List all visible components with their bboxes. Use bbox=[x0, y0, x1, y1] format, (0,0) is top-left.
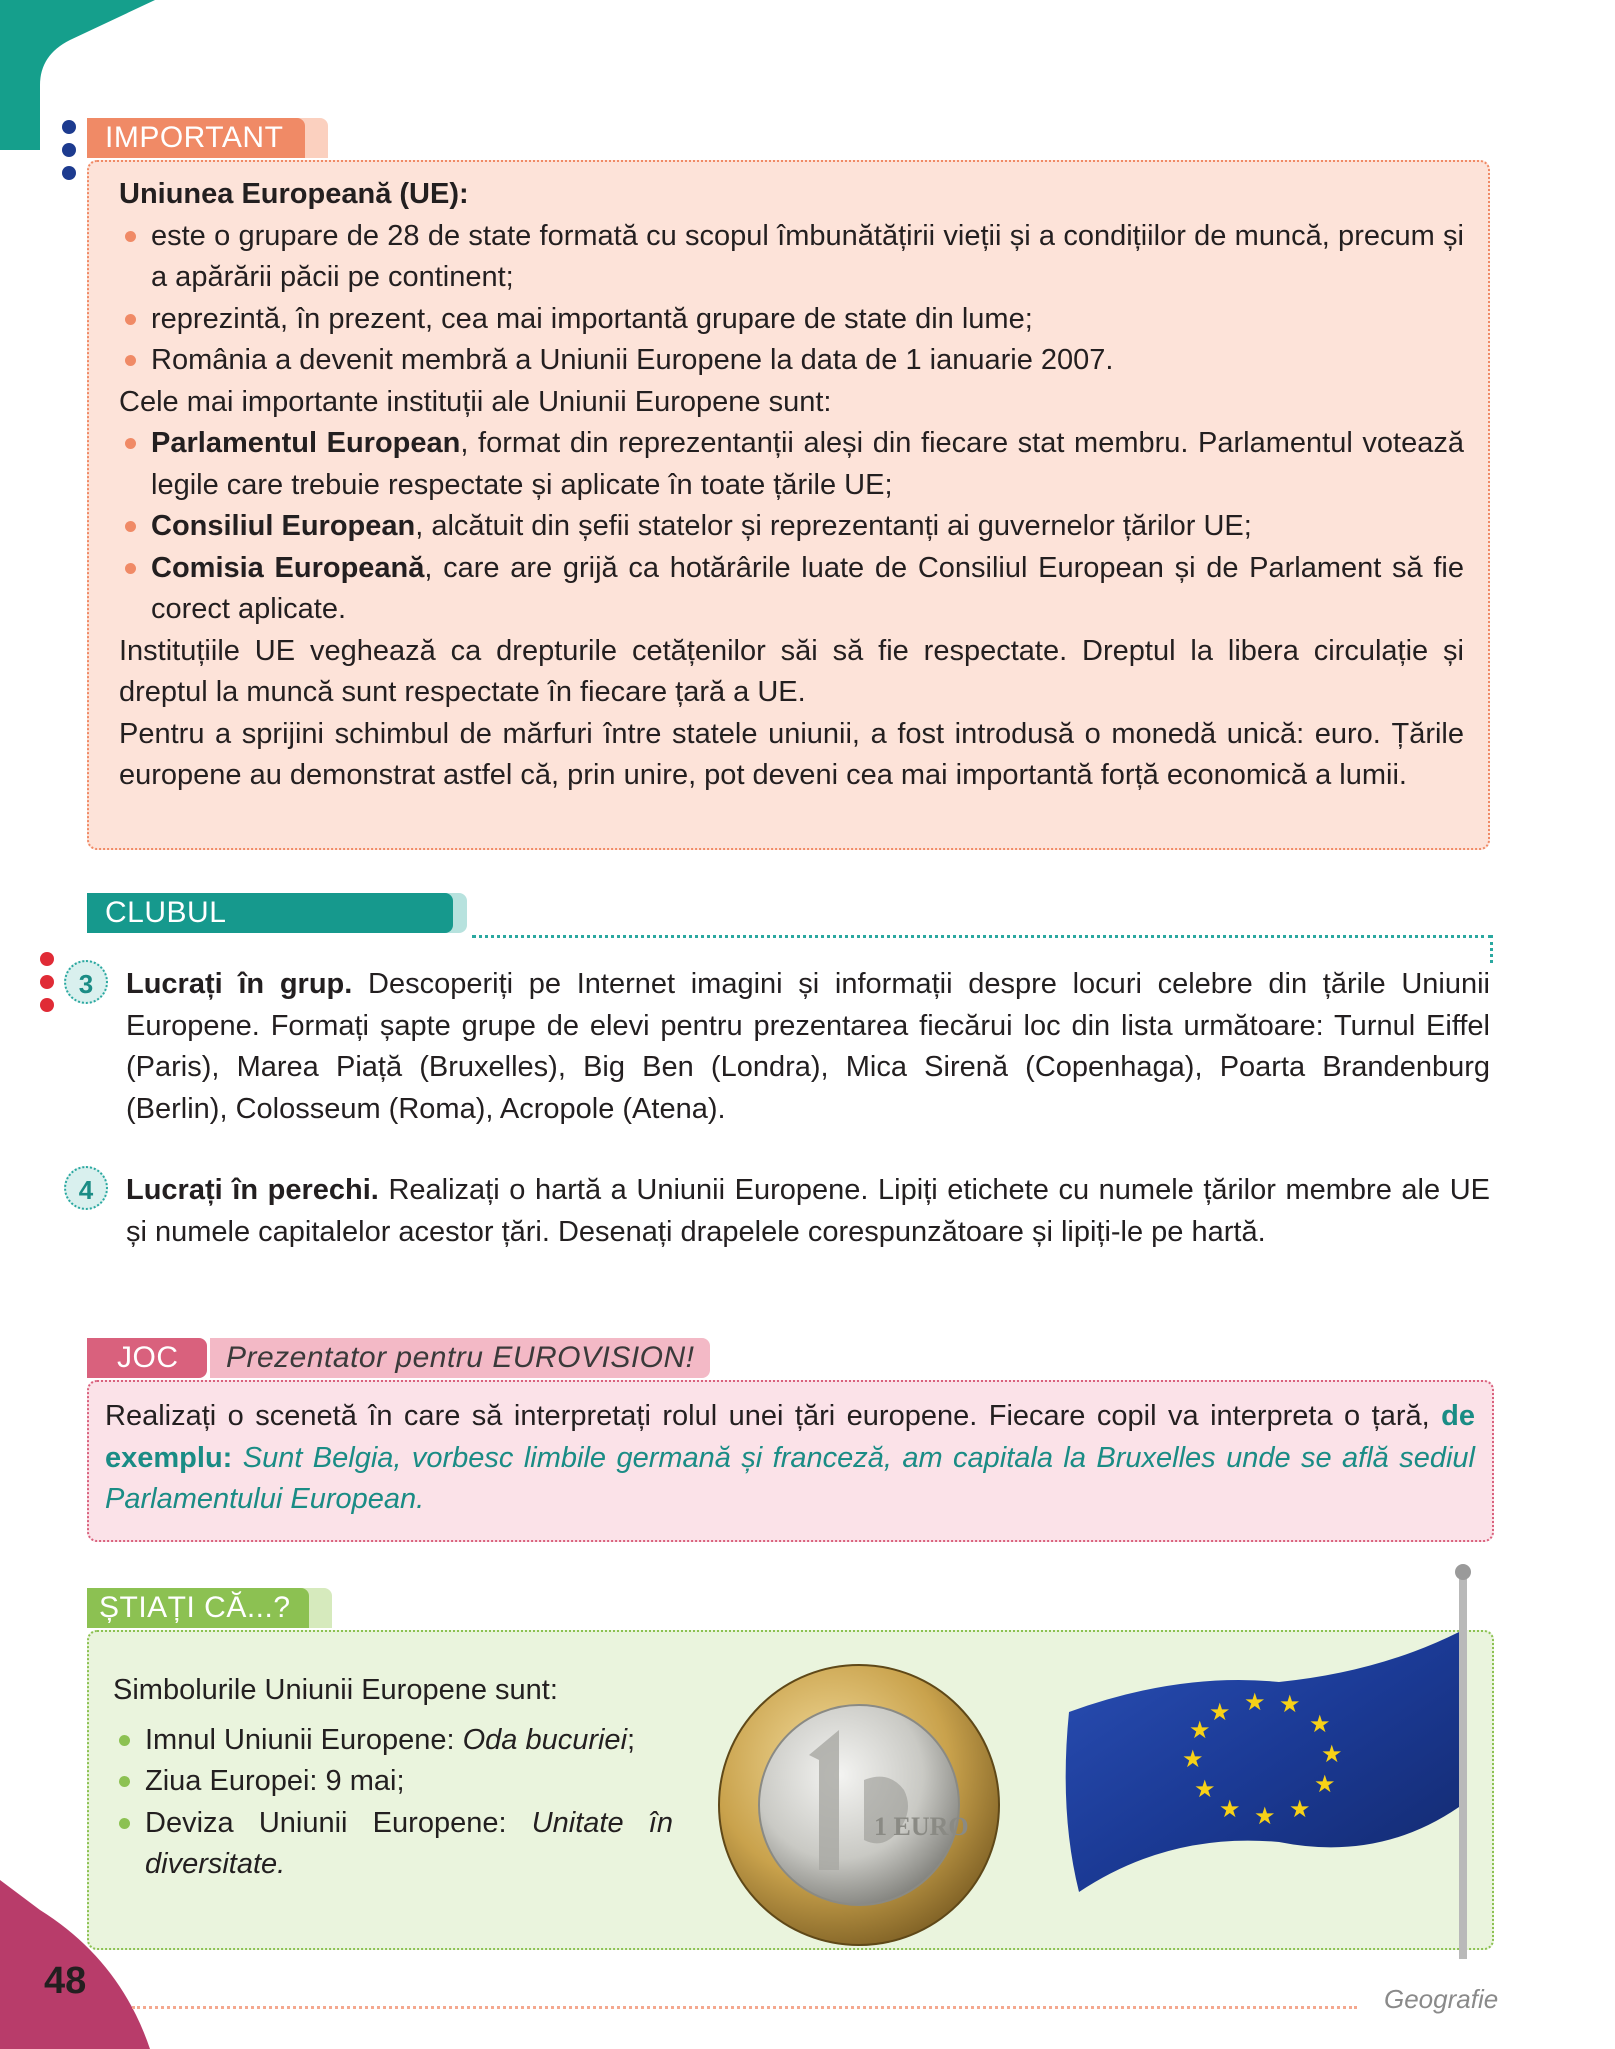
stiati-box bbox=[87, 1630, 1494, 1950]
institution-text: , alcătuit din șefii statelor și reprezentanți ai guvernelor țărilor UE; bbox=[415, 510, 1252, 542]
svg-text:★: ★ bbox=[1254, 1803, 1276, 1830]
task-text: Realizați o hartă a Uniunii Europene. Lipiți etichete cu numele țărilor membre ale UE și numele capitalelor acestor țări. Desenați drapelele corespunzătoare și lipiți-le pe hartă. bbox=[126, 1174, 1490, 1248]
important-heading: Uniunea Europeană (UE): bbox=[119, 178, 469, 210]
footer-divider bbox=[132, 2006, 1357, 2009]
svg-text:★: ★ bbox=[1309, 1711, 1331, 1738]
paragraph: Instituțiile UE veghează ca drepturile cetățenilor săi să fie respectate. Dreptul la libera circulație și dreptul la muncă sunt respectate în fiecare țară a UE. bbox=[119, 634, 1464, 708]
symbol-value: Unitate în diversitate. bbox=[145, 1806, 673, 1880]
decor-dot bbox=[62, 166, 76, 180]
decor-dot bbox=[40, 952, 54, 966]
institution-text: , care are grijă ca hotărârile luate de Consiliul European și de Parlament să fie corect aplicate. bbox=[151, 551, 1464, 625]
list-item: reprezintă, în prezent, cea mai importantă grupare de state din lume; bbox=[119, 299, 1464, 341]
task-number-badge: 3 bbox=[64, 960, 108, 1004]
symbol-label: Deviza Uniunii Europene: bbox=[145, 1806, 532, 1839]
euro-coin-image bbox=[714, 1660, 1004, 1950]
task-number-badge: 4 bbox=[64, 1166, 108, 1210]
example-text: Sunt Belgia, vorbesc limbile germană și franceză, am capitala la Bruxelles unde se află sediul Parlamentului European. bbox=[105, 1441, 1475, 1515]
list-item bbox=[119, 423, 1464, 506]
svg-text:★: ★ bbox=[1194, 1776, 1216, 1803]
svg-text:★: ★ bbox=[1209, 1699, 1231, 1726]
divider bbox=[1490, 935, 1493, 963]
list-item bbox=[113, 1761, 673, 1803]
stiati-tab: ȘTIAȚI CĂ...? bbox=[87, 1588, 309, 1628]
svg-text:★: ★ bbox=[1244, 1689, 1266, 1716]
svg-text:★: ★ bbox=[1219, 1796, 1241, 1823]
page-number: 48 bbox=[44, 1960, 87, 2002]
list-item bbox=[119, 506, 1464, 548]
task-3 bbox=[126, 964, 1490, 1130]
list-item bbox=[113, 1803, 673, 1886]
svg-text:★: ★ bbox=[1182, 1746, 1204, 1773]
symbol-value: Oda bucuriei bbox=[462, 1723, 628, 1756]
task-4 bbox=[126, 1170, 1490, 1253]
svg-text:★: ★ bbox=[1314, 1771, 1336, 1798]
task-lead: Lucrați în grup. bbox=[126, 968, 353, 1000]
symbol-label: Imnul Uniunii Europene: bbox=[145, 1723, 463, 1756]
footer-subject: Geografie bbox=[1384, 1984, 1499, 2014]
symbols-intro: Simbolurile Uniunii Europene sunt: bbox=[113, 1674, 558, 1706]
svg-text:★: ★ bbox=[1279, 1691, 1301, 1718]
eu-flag-image bbox=[1059, 1562, 1479, 1962]
important-box bbox=[87, 160, 1490, 850]
decor-dot bbox=[40, 975, 54, 989]
institutions-list bbox=[119, 423, 1464, 631]
list-item bbox=[113, 1720, 673, 1762]
svg-text:★: ★ bbox=[1289, 1796, 1311, 1823]
institution-name: Consiliul European bbox=[151, 510, 416, 542]
decor-dot bbox=[62, 120, 76, 134]
institution-name: Comisia Europeană bbox=[151, 551, 425, 584]
svg-text:★: ★ bbox=[1321, 1741, 1343, 1768]
coin-text: 1 EURO bbox=[874, 1812, 969, 1841]
joc-box bbox=[87, 1380, 1494, 1542]
list-item: România a devenit membră a Uniunii Europene la data de 1 ianuarie 2007. bbox=[119, 340, 1464, 382]
decor-dot bbox=[62, 143, 76, 157]
list-item: este o grupare de 28 de state formată cu scopul îmbunătățirii vieții și a condițiilor de muncă, precum și a apărării păcii pe continent; bbox=[119, 216, 1464, 299]
symbols-list bbox=[113, 1720, 673, 1886]
svg-text:★: ★ bbox=[1189, 1717, 1211, 1744]
example-label: de exemplu: bbox=[105, 1400, 1475, 1474]
joc-subtitle-tab bbox=[210, 1338, 710, 1378]
institutions-intro: Cele mai importante instituții ale Uniunii Europene sunt: bbox=[119, 385, 832, 418]
symbol-tail: ; bbox=[627, 1723, 636, 1756]
list-item bbox=[119, 548, 1464, 631]
club-tab: CLUBUL GEOGRAFILOR bbox=[87, 893, 453, 933]
divider bbox=[472, 935, 1492, 938]
paragraph: Pentru a sprijini schimbul de mărfuri între statele uniunii, a fost introdusă o monedă unică: euro. Țările europene au demonstrat astfel că, prin unire, pot deveni cea mai importantă forță economică a lumii. bbox=[119, 717, 1464, 791]
important-tab: IMPORTANT bbox=[87, 118, 305, 158]
joc-subtitle: Prezentator pentru EUROVISION! bbox=[226, 1341, 695, 1374]
important-bullets bbox=[119, 216, 1464, 382]
institution-name: Parlamentul European bbox=[151, 427, 461, 459]
institution-text: , format din reprezentanții aleși din fiecare stat membru. Parlamentul votează legile care trebuie respectate și aplicate în toate țările UE; bbox=[151, 427, 1464, 501]
joc-text: Realizați o scenetă în care să interpretați rolul unei țări europene. Fiecare copil va interpreta o țară, bbox=[105, 1400, 1430, 1432]
symbol-label: Ziua Europei: 9 mai; bbox=[145, 1765, 405, 1797]
task-lead: Lucrați în perechi. bbox=[126, 1174, 379, 1206]
joc-tab: JOC bbox=[87, 1338, 207, 1378]
task-text: Descoperiți pe Internet imagini și informații despre locuri celebre din țările Uniunii Europene. Formați șapte grupe de elevi pentru prezentarea fiecărui loc din lista următoare: Turnul Eiffel (Paris), Marea Piață (Bruxelles), Big Ben (Londra), Mica Sirenă (Copenhaga), Poarta Brandenburg (Berlin), Colosseum (Roma), Acropole (Atena). bbox=[126, 968, 1490, 1125]
decor-dot bbox=[40, 998, 54, 1012]
